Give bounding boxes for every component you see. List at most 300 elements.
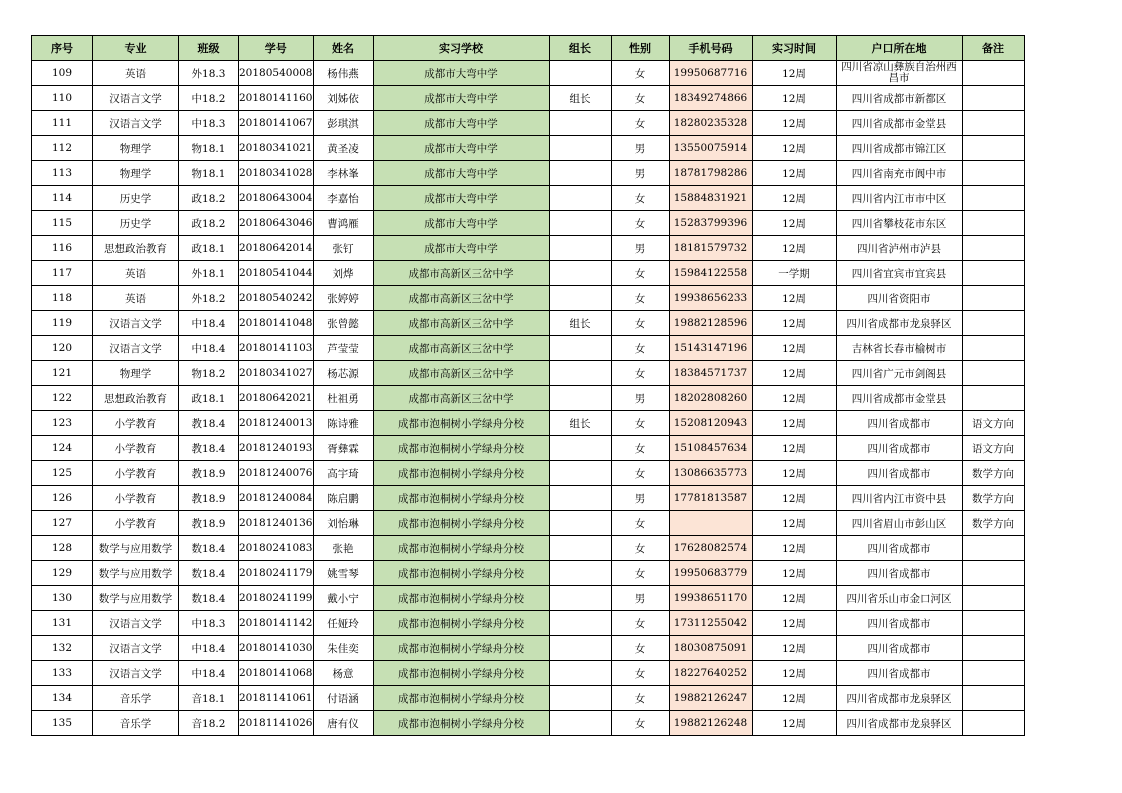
cell-major: 汉语言文学 <box>93 111 179 136</box>
cell-name: 陈启鹏 <box>313 486 373 511</box>
cell-name: 李林峯 <box>313 161 373 186</box>
cell-phone: 15108457634 <box>669 436 752 461</box>
cell-duration: 12周 <box>752 186 836 211</box>
cell-student-id: 20180241179 <box>239 561 314 586</box>
cell-name: 姚雪琴 <box>313 561 373 586</box>
cell-student-id: 20180540242 <box>239 286 314 311</box>
cell-phone: 19882126248 <box>669 711 752 736</box>
table-row <box>32 336 1025 361</box>
cell-index: 119 <box>32 311 93 336</box>
cell-name: 黄圣凌 <box>313 136 373 161</box>
cell-class: 教18.9 <box>179 461 239 486</box>
cell-school: 成都市高新区三岔中学 <box>373 336 549 361</box>
cell-name: 刘烨 <box>313 261 373 286</box>
cell-leader: 组长 <box>549 86 611 111</box>
cell-name: 高宇琦 <box>313 461 373 486</box>
cell-gender: 女 <box>611 436 669 461</box>
cell-student-id: 20181240193 <box>239 436 314 461</box>
cell-residence: 四川省宜宾市宜宾县 <box>836 261 962 286</box>
cell-leader <box>549 436 611 461</box>
cell-class: 政18.1 <box>179 386 239 411</box>
cell-phone: 19882128596 <box>669 311 752 336</box>
table-row <box>32 186 1025 211</box>
cell-index: 125 <box>32 461 93 486</box>
cell-remarks: 数学方向 <box>962 511 1024 536</box>
cell-leader <box>549 61 611 86</box>
cell-remarks <box>962 586 1024 611</box>
cell-residence: 四川省成都市金堂县 <box>836 111 962 136</box>
cell-leader <box>549 636 611 661</box>
cell-index: 109 <box>32 61 93 86</box>
cell-remarks: 数学方向 <box>962 486 1024 511</box>
cell-school: 成都市高新区三岔中学 <box>373 361 549 386</box>
cell-school: 成都市高新区三岔中学 <box>373 286 549 311</box>
cell-remarks <box>962 61 1024 86</box>
cell-duration: 12周 <box>752 561 836 586</box>
cell-leader <box>549 686 611 711</box>
cell-leader <box>549 211 611 236</box>
cell-phone: 15283799396 <box>669 211 752 236</box>
cell-residence: 四川省成都市金堂县 <box>836 386 962 411</box>
cell-name: 李嘉怡 <box>313 186 373 211</box>
cell-school: 成都市泡桐树小学绿舟分校 <box>373 536 549 561</box>
cell-major: 物理学 <box>93 136 179 161</box>
cell-remarks: 语文方向 <box>962 436 1024 461</box>
cell-residence: 四川省乐山市金口河区 <box>836 586 962 611</box>
cell-residence: 吉林省长春市榆树市 <box>836 336 962 361</box>
student-internship-table <box>31 35 1025 736</box>
cell-duration: 12周 <box>752 161 836 186</box>
cell-duration: 12周 <box>752 311 836 336</box>
cell-school: 成都市大弯中学 <box>373 136 549 161</box>
cell-leader <box>549 486 611 511</box>
cell-phone: 19882126247 <box>669 686 752 711</box>
cell-school: 成都市大弯中学 <box>373 236 549 261</box>
cell-major: 英语 <box>93 261 179 286</box>
table-row <box>32 711 1025 736</box>
cell-student-id: 20180141067 <box>239 111 314 136</box>
cell-class: 物18.1 <box>179 136 239 161</box>
cell-class: 教18.4 <box>179 411 239 436</box>
cell-class: 数18.4 <box>179 586 239 611</box>
cell-duration: 12周 <box>752 236 836 261</box>
cell-gender: 女 <box>611 261 669 286</box>
cell-index: 110 <box>32 86 93 111</box>
cell-school: 成都市大弯中学 <box>373 86 549 111</box>
cell-phone <box>669 511 752 536</box>
cell-duration: 12周 <box>752 136 836 161</box>
cell-student-id: 20180642021 <box>239 386 314 411</box>
cell-phone: 13550075914 <box>669 136 752 161</box>
cell-leader <box>549 511 611 536</box>
header-cell-student-id: 学号 <box>239 36 314 61</box>
cell-gender: 女 <box>611 461 669 486</box>
table-row <box>32 236 1025 261</box>
cell-major: 物理学 <box>93 361 179 386</box>
cell-student-id: 20181240013 <box>239 411 314 436</box>
cell-leader: 组长 <box>549 311 611 336</box>
cell-name: 曹鸿雁 <box>313 211 373 236</box>
table-row <box>32 436 1025 461</box>
cell-major: 汉语言文学 <box>93 336 179 361</box>
table-row <box>32 586 1025 611</box>
cell-remarks <box>962 136 1024 161</box>
table-row <box>32 361 1025 386</box>
table-row <box>32 536 1025 561</box>
cell-index: 112 <box>32 136 93 161</box>
cell-student-id: 20180341027 <box>239 361 314 386</box>
cell-major: 小学教育 <box>93 461 179 486</box>
cell-remarks <box>962 636 1024 661</box>
cell-major: 物理学 <box>93 161 179 186</box>
cell-remarks <box>962 686 1024 711</box>
cell-gender: 男 <box>611 586 669 611</box>
cell-major: 小学教育 <box>93 486 179 511</box>
cell-residence: 四川省内江市资中县 <box>836 486 962 511</box>
cell-index: 115 <box>32 211 93 236</box>
cell-gender: 男 <box>611 486 669 511</box>
cell-student-id: 20180141068 <box>239 661 314 686</box>
cell-duration: 12周 <box>752 711 836 736</box>
cell-residence: 四川省广元市剑阁县 <box>836 361 962 386</box>
cell-phone: 18280235328 <box>669 111 752 136</box>
cell-index: 127 <box>32 511 93 536</box>
header-cell-name: 姓名 <box>313 36 373 61</box>
cell-student-id: 20180540008 <box>239 61 314 86</box>
table-row <box>32 511 1025 536</box>
cell-major: 汉语言文学 <box>93 636 179 661</box>
cell-index: 123 <box>32 411 93 436</box>
header-cell-gender: 性别 <box>611 36 669 61</box>
cell-school: 成都市泡桐树小学绿舟分校 <box>373 611 549 636</box>
cell-phone: 19950687716 <box>669 61 752 86</box>
cell-leader <box>549 561 611 586</box>
cell-class: 中18.3 <box>179 611 239 636</box>
cell-name: 杨伟燕 <box>313 61 373 86</box>
cell-student-id: 20181141026 <box>239 711 314 736</box>
header-cell-index: 序号 <box>32 36 93 61</box>
cell-phone: 15884831921 <box>669 186 752 211</box>
table-row <box>32 136 1025 161</box>
cell-major: 汉语言文学 <box>93 661 179 686</box>
cell-duration: 12周 <box>752 661 836 686</box>
cell-index: 120 <box>32 336 93 361</box>
cell-leader <box>549 161 611 186</box>
cell-phone: 18202808260 <box>669 386 752 411</box>
cell-leader <box>549 186 611 211</box>
cell-gender: 女 <box>611 411 669 436</box>
cell-index: 134 <box>32 686 93 711</box>
cell-remarks <box>962 261 1024 286</box>
cell-name: 唐有仪 <box>313 711 373 736</box>
cell-index: 121 <box>32 361 93 386</box>
cell-class: 物18.1 <box>179 161 239 186</box>
cell-duration: 12周 <box>752 61 836 86</box>
table-row <box>32 411 1025 436</box>
cell-leader <box>549 336 611 361</box>
cell-major: 小学教育 <box>93 511 179 536</box>
cell-gender: 女 <box>611 636 669 661</box>
cell-student-id: 20180141048 <box>239 311 314 336</box>
header-cell-class: 班级 <box>179 36 239 61</box>
cell-duration: 12周 <box>752 586 836 611</box>
cell-major: 汉语言文学 <box>93 611 179 636</box>
cell-residence: 四川省成都市龙泉驿区 <box>836 311 962 336</box>
cell-major: 英语 <box>93 286 179 311</box>
cell-gender: 男 <box>611 161 669 186</box>
cell-remarks: 语文方向 <box>962 411 1024 436</box>
cell-leader <box>549 286 611 311</box>
cell-class: 中18.3 <box>179 111 239 136</box>
cell-duration: 12周 <box>752 211 836 236</box>
cell-name: 刘怡琳 <box>313 511 373 536</box>
table-row <box>32 661 1025 686</box>
cell-duration: 12周 <box>752 536 836 561</box>
cell-duration: 12周 <box>752 636 836 661</box>
cell-school: 成都市泡桐树小学绿舟分校 <box>373 661 549 686</box>
cell-index: 129 <box>32 561 93 586</box>
cell-gender: 女 <box>611 686 669 711</box>
cell-duration: 12周 <box>752 611 836 636</box>
header-cell-leader: 组长 <box>549 36 611 61</box>
cell-residence: 四川省成都市 <box>836 661 962 686</box>
cell-class: 政18.2 <box>179 186 239 211</box>
cell-name: 付语涵 <box>313 686 373 711</box>
cell-class: 数18.4 <box>179 536 239 561</box>
cell-school: 成都市泡桐树小学绿舟分校 <box>373 486 549 511</box>
cell-remarks <box>962 286 1024 311</box>
cell-school: 成都市泡桐树小学绿舟分校 <box>373 436 549 461</box>
table-body <box>32 61 1025 736</box>
cell-school: 成都市泡桐树小学绿舟分校 <box>373 461 549 486</box>
cell-name: 彭琪淇 <box>313 111 373 136</box>
cell-class: 政18.1 <box>179 236 239 261</box>
cell-class: 政18.2 <box>179 211 239 236</box>
cell-phone: 15143147196 <box>669 336 752 361</box>
cell-phone: 18227640252 <box>669 661 752 686</box>
cell-gender: 女 <box>611 536 669 561</box>
cell-name: 张钉 <box>313 236 373 261</box>
cell-class: 外18.2 <box>179 286 239 311</box>
cell-phone: 15208120943 <box>669 411 752 436</box>
cell-name: 朱佳奕 <box>313 636 373 661</box>
cell-residence: 四川省成都市锦江区 <box>836 136 962 161</box>
cell-major: 汉语言文学 <box>93 86 179 111</box>
cell-remarks: 数学方向 <box>962 461 1024 486</box>
cell-index: 133 <box>32 661 93 686</box>
cell-residence: 四川省南充市阆中市 <box>836 161 962 186</box>
cell-phone: 17781813587 <box>669 486 752 511</box>
cell-leader <box>549 586 611 611</box>
cell-school: 成都市高新区三岔中学 <box>373 311 549 336</box>
cell-duration: 一学期 <box>752 261 836 286</box>
cell-school: 成都市大弯中学 <box>373 161 549 186</box>
table-row <box>32 486 1025 511</box>
cell-leader <box>549 386 611 411</box>
cell-duration: 12周 <box>752 286 836 311</box>
cell-index: 135 <box>32 711 93 736</box>
cell-gender: 女 <box>611 711 669 736</box>
cell-remarks <box>962 661 1024 686</box>
cell-remarks <box>962 86 1024 111</box>
cell-student-id: 20180643046 <box>239 211 314 236</box>
cell-remarks <box>962 561 1024 586</box>
cell-name: 张艳 <box>313 536 373 561</box>
cell-remarks <box>962 536 1024 561</box>
cell-major: 历史学 <box>93 211 179 236</box>
cell-duration: 12周 <box>752 411 836 436</box>
cell-leader: 组长 <box>549 411 611 436</box>
cell-remarks <box>962 161 1024 186</box>
table-row <box>32 611 1025 636</box>
cell-residence: 四川省成都市 <box>836 611 962 636</box>
cell-gender: 女 <box>611 561 669 586</box>
cell-school: 成都市大弯中学 <box>373 211 549 236</box>
cell-school: 成都市大弯中学 <box>373 111 549 136</box>
cell-phone: 18030875091 <box>669 636 752 661</box>
cell-leader <box>549 136 611 161</box>
cell-major: 数学与应用数学 <box>93 561 179 586</box>
cell-residence: 四川省成都市 <box>836 636 962 661</box>
table-row <box>32 286 1025 311</box>
header-cell-duration: 实习时间 <box>752 36 836 61</box>
cell-residence: 四川省成都市 <box>836 561 962 586</box>
cell-phone: 17311255042 <box>669 611 752 636</box>
table-row <box>32 636 1025 661</box>
cell-index: 132 <box>32 636 93 661</box>
cell-name: 张婷婷 <box>313 286 373 311</box>
cell-student-id: 20180643004 <box>239 186 314 211</box>
cell-phone: 19950683779 <box>669 561 752 586</box>
cell-index: 111 <box>32 111 93 136</box>
cell-leader <box>549 661 611 686</box>
cell-major: 数学与应用数学 <box>93 536 179 561</box>
cell-residence: 四川省成都市 <box>836 436 962 461</box>
cell-remarks <box>962 361 1024 386</box>
cell-residence: 四川省攀枝花市东区 <box>836 211 962 236</box>
cell-duration: 12周 <box>752 686 836 711</box>
cell-gender: 女 <box>611 211 669 236</box>
cell-major: 汉语言文学 <box>93 311 179 336</box>
cell-leader <box>549 711 611 736</box>
cell-remarks <box>962 186 1024 211</box>
cell-phone: 18181579732 <box>669 236 752 261</box>
cell-index: 117 <box>32 261 93 286</box>
cell-major: 思想政治教育 <box>93 236 179 261</box>
cell-school: 成都市泡桐树小学绿舟分校 <box>373 511 549 536</box>
table-row <box>32 111 1025 136</box>
cell-school: 成都市泡桐树小学绿舟分校 <box>373 411 549 436</box>
cell-index: 124 <box>32 436 93 461</box>
cell-class: 音18.2 <box>179 711 239 736</box>
cell-gender: 男 <box>611 386 669 411</box>
cell-major: 历史学 <box>93 186 179 211</box>
cell-gender: 女 <box>611 361 669 386</box>
cell-gender: 女 <box>611 286 669 311</box>
cell-gender: 女 <box>611 611 669 636</box>
cell-remarks <box>962 711 1024 736</box>
cell-gender: 女 <box>611 61 669 86</box>
cell-remarks <box>962 236 1024 261</box>
cell-class: 教18.4 <box>179 436 239 461</box>
cell-school: 成都市泡桐树小学绿舟分校 <box>373 561 549 586</box>
cell-residence: 四川省内江市市中区 <box>836 186 962 211</box>
cell-remarks <box>962 311 1024 336</box>
table-row <box>32 686 1025 711</box>
cell-major: 英语 <box>93 61 179 86</box>
cell-leader <box>549 536 611 561</box>
cell-student-id: 20180141030 <box>239 636 314 661</box>
cell-school: 成都市高新区三岔中学 <box>373 261 549 286</box>
cell-phone: 18384571737 <box>669 361 752 386</box>
cell-remarks <box>962 111 1024 136</box>
cell-name: 胥彝霖 <box>313 436 373 461</box>
cell-duration: 12周 <box>752 461 836 486</box>
table-row <box>32 211 1025 236</box>
table-row <box>32 386 1025 411</box>
cell-name: 戴小宁 <box>313 586 373 611</box>
cell-duration: 12周 <box>752 386 836 411</box>
cell-gender: 男 <box>611 136 669 161</box>
cell-student-id: 20181141061 <box>239 686 314 711</box>
cell-phone: 19938656233 <box>669 286 752 311</box>
cell-remarks <box>962 211 1024 236</box>
cell-index: 118 <box>32 286 93 311</box>
table-row <box>32 161 1025 186</box>
cell-residence: 四川省成都市 <box>836 536 962 561</box>
header-cell-remarks: 备注 <box>962 36 1024 61</box>
cell-gender: 女 <box>611 336 669 361</box>
cell-student-id: 20180141142 <box>239 611 314 636</box>
cell-residence: 四川省成都市龙泉驿区 <box>836 686 962 711</box>
cell-name: 杨意 <box>313 661 373 686</box>
cell-major: 小学教育 <box>93 436 179 461</box>
cell-class: 中18.2 <box>179 86 239 111</box>
cell-index: 113 <box>32 161 93 186</box>
cell-index: 116 <box>32 236 93 261</box>
cell-leader <box>549 611 611 636</box>
cell-gender: 女 <box>611 186 669 211</box>
header-cell-major: 专业 <box>93 36 179 61</box>
cell-leader <box>549 361 611 386</box>
cell-school: 成都市大弯中学 <box>373 186 549 211</box>
cell-student-id: 20180141160 <box>239 86 314 111</box>
cell-residence: 四川省眉山市彭山区 <box>836 511 962 536</box>
cell-phone: 18349274866 <box>669 86 752 111</box>
cell-gender: 女 <box>611 111 669 136</box>
cell-phone: 19938651170 <box>669 586 752 611</box>
cell-class: 教18.9 <box>179 511 239 536</box>
cell-phone: 17628082574 <box>669 536 752 561</box>
cell-major: 数学与应用数学 <box>93 586 179 611</box>
cell-student-id: 20181240084 <box>239 486 314 511</box>
cell-residence: 四川省成都市 <box>836 461 962 486</box>
cell-student-id: 20180241199 <box>239 586 314 611</box>
cell-name: 任娅玲 <box>313 611 373 636</box>
cell-residence: 四川省泸州市泸县 <box>836 236 962 261</box>
cell-name: 杜祖勇 <box>313 386 373 411</box>
cell-index: 126 <box>32 486 93 511</box>
table-row <box>32 311 1025 336</box>
table-row <box>32 61 1025 86</box>
cell-remarks <box>962 386 1024 411</box>
cell-class: 中18.4 <box>179 636 239 661</box>
cell-residence: 四川省成都市龙泉驿区 <box>836 711 962 736</box>
table-row <box>32 261 1025 286</box>
cell-leader <box>549 461 611 486</box>
cell-class: 外18.3 <box>179 61 239 86</box>
header-cell-residence: 户口所在地 <box>836 36 962 61</box>
